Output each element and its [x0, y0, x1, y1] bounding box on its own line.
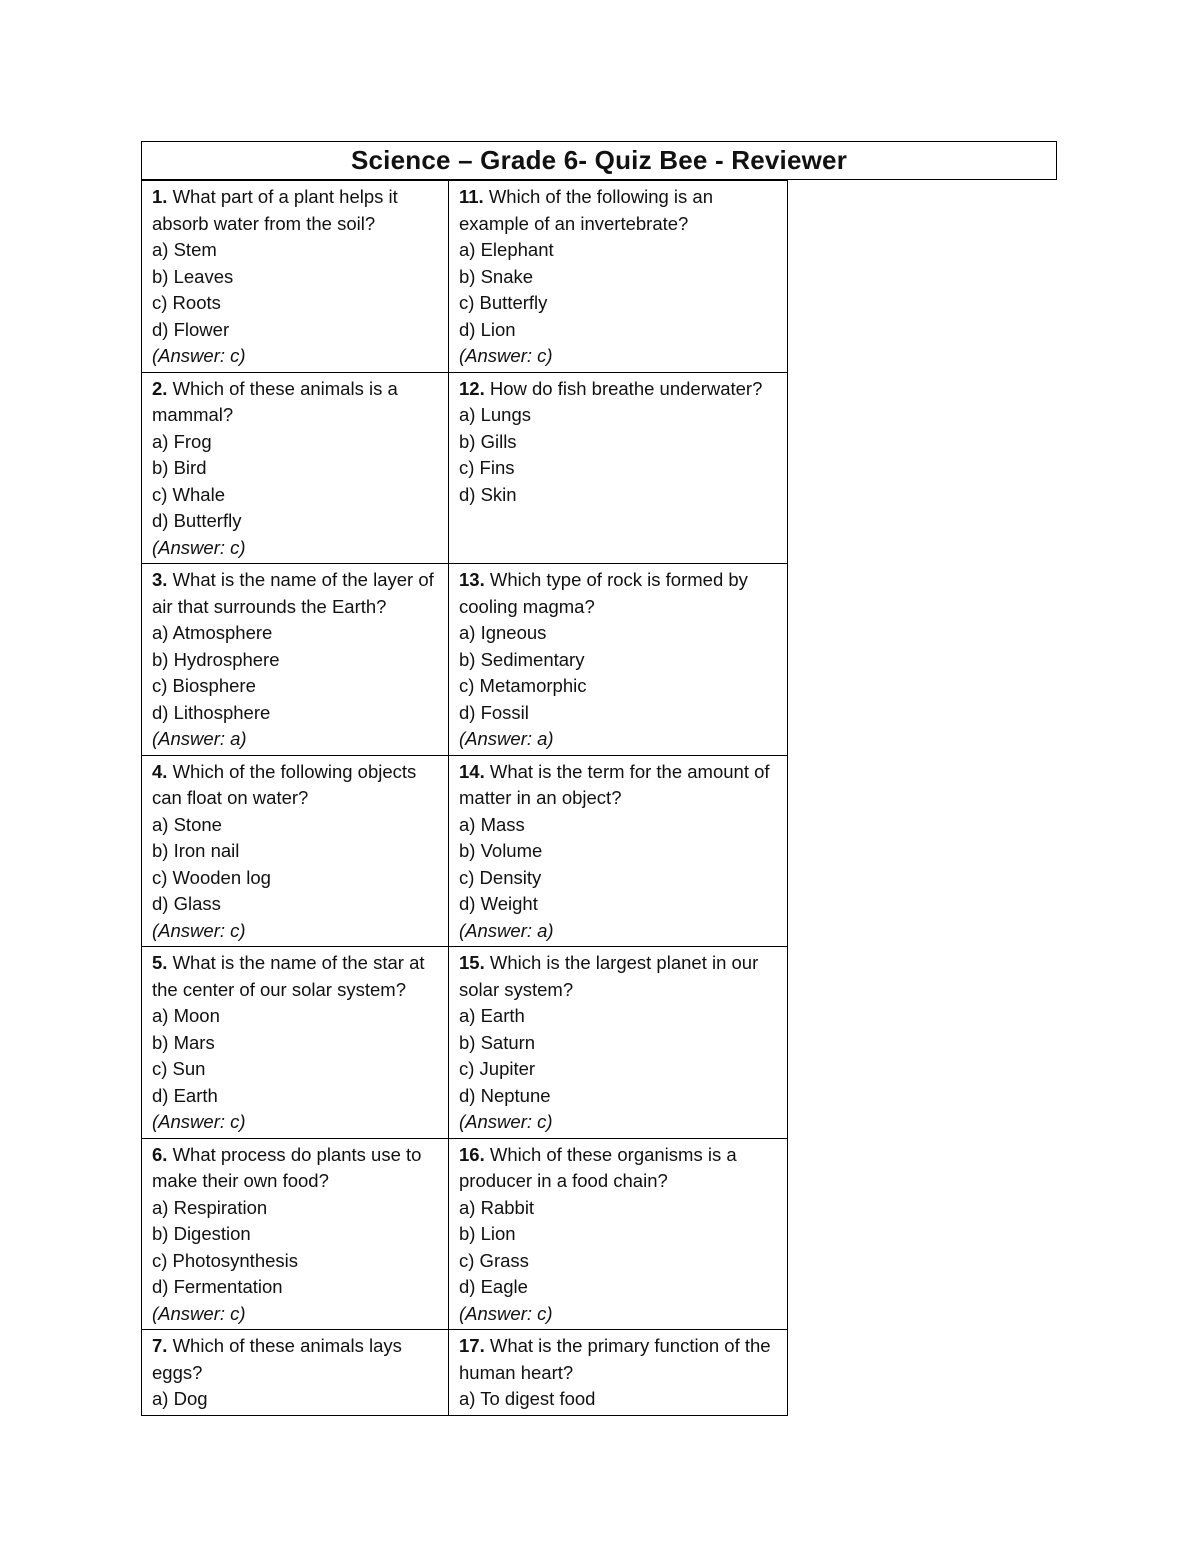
question-row — [142, 564, 788, 756]
answer-option: a) Dog — [152, 1388, 208, 1409]
question-text: Which of these animals lays eggs? — [152, 1335, 402, 1383]
answer-option: a) Igneous — [459, 622, 547, 643]
question-row — [142, 755, 788, 947]
question-number: 17. — [459, 1335, 485, 1356]
question-number: 12. — [459, 377, 485, 399]
answer-option: d) Fossil — [459, 701, 529, 723]
question-number: 15. — [459, 952, 485, 973]
question-text: Which of the following objects can float on water? — [152, 760, 417, 808]
answer-option: d) Flower — [152, 318, 230, 340]
answer-key: (Answer: c) — [459, 1111, 553, 1132]
document-title: Science – Grade 6- Quiz Bee - Reviewer — [350, 145, 848, 175]
answer-option: c) Density — [459, 866, 542, 888]
quiz-table-body — [142, 181, 788, 1416]
answer-option: d) Lithosphere — [152, 701, 271, 723]
question-cell — [142, 755, 449, 947]
answer-option: a) Frog — [152, 430, 212, 452]
question-text: What is the name of the star at the center of our solar system? — [152, 952, 425, 1000]
question-row — [142, 372, 788, 564]
answer-option: c) Biosphere — [152, 675, 256, 696]
question-stem — [459, 1142, 777, 1195]
answer-option: a) Elephant — [459, 239, 554, 260]
question-text: What process do plants use to make their own food? — [152, 1143, 422, 1191]
question-number: 14. — [459, 760, 485, 782]
question-cell — [142, 1330, 449, 1416]
question-cell — [142, 372, 449, 564]
question-row — [142, 1330, 788, 1416]
question-cell — [142, 181, 449, 373]
answer-option: d) Fermentation — [152, 1276, 283, 1297]
question-number: 1. — [152, 186, 168, 207]
question-stem — [459, 759, 777, 812]
answer-option: a) Respiration — [152, 1196, 268, 1218]
question-stem — [152, 376, 438, 429]
question-number: 13. — [459, 569, 485, 590]
answer-option: a) Stem — [152, 239, 217, 260]
question-row — [142, 1138, 788, 1330]
answer-option: d) Neptune — [459, 1084, 551, 1106]
question-stem — [459, 184, 777, 237]
question-text: Which of these organisms is a producer in a food chain? — [459, 1143, 737, 1191]
answer-option: c) Metamorphic — [459, 675, 587, 696]
answer-option: c) Photosynthesis — [152, 1249, 299, 1271]
answer-option: c) Grass — [459, 1249, 529, 1271]
question-stem — [459, 376, 777, 403]
answer-option: b) Leaves — [152, 265, 234, 287]
answer-option: d) Weight — [459, 893, 538, 914]
question-row — [142, 947, 788, 1139]
answer-key: (Answer: c) — [152, 1111, 246, 1132]
question-text: Which is the largest planet in our solar system? — [459, 952, 759, 1000]
answer-option: d) Glass — [152, 893, 221, 914]
question-text: Which of these animals is a mammal? — [152, 377, 398, 425]
answer-key: (Answer: a) — [459, 728, 554, 749]
question-cell — [449, 755, 788, 947]
answer-option: b) Hydrosphere — [152, 648, 280, 670]
question-cell — [449, 564, 788, 756]
answer-option: c) Fins — [459, 457, 515, 478]
answer-option: a) Moon — [152, 1005, 220, 1026]
answer-option: b) Sedimentary — [459, 648, 585, 670]
question-cell — [449, 947, 788, 1139]
question-cell — [449, 1138, 788, 1330]
answer-option: a) To digest food — [459, 1388, 596, 1409]
question-stem — [152, 1333, 438, 1386]
answer-key: (Answer: a) — [459, 919, 554, 941]
answer-key: (Answer: c) — [459, 345, 553, 366]
question-text: What is the primary function of the human heart? — [459, 1335, 771, 1383]
question-text: Which of the following is an example of an invertebrate? — [459, 186, 714, 234]
answer-key: (Answer: a) — [152, 728, 247, 749]
answer-key: (Answer: c) — [152, 536, 246, 558]
question-text: What is the name of the layer of air that surrounds the Earth? — [152, 569, 434, 617]
answer-option: b) Mars — [152, 1031, 215, 1053]
answer-option: b) Iron nail — [152, 840, 240, 861]
question-stem — [459, 950, 777, 1003]
answer-option: b) Digestion — [152, 1223, 251, 1244]
question-cell — [142, 1138, 449, 1330]
question-row — [142, 181, 788, 373]
answer-option: a) Earth — [459, 1005, 525, 1026]
question-stem — [459, 1333, 777, 1386]
question-number: 2. — [152, 377, 168, 399]
answer-option: d) Butterfly — [152, 510, 242, 531]
answer-option: b) Volume — [459, 840, 543, 861]
answer-option: b) Saturn — [459, 1031, 536, 1053]
question-stem — [152, 759, 438, 812]
question-text: Which type of rock is formed by cooling magma? — [459, 569, 748, 617]
answer-option: d) Eagle — [459, 1276, 528, 1297]
answer-option: d) Lion — [459, 318, 516, 340]
answer-key: (Answer: c) — [459, 1302, 553, 1324]
answer-option: c) Jupiter — [459, 1058, 536, 1079]
answer-option: d) Skin — [459, 483, 517, 505]
answer-option: a) Atmosphere — [152, 622, 273, 643]
answer-option: b) Bird — [152, 457, 207, 478]
answer-key: (Answer: c) — [152, 919, 246, 941]
answer-option: a) Rabbit — [459, 1196, 535, 1218]
question-stem — [152, 1142, 438, 1195]
question-cell — [449, 1330, 788, 1416]
question-text: How do fish breathe underwater? — [489, 377, 763, 399]
answer-option: a) Lungs — [459, 404, 531, 425]
question-text: What is the term for the amount of matter in an object? — [459, 760, 770, 808]
question-number: 11. — [459, 186, 484, 207]
answer-key: (Answer: c) — [152, 345, 246, 366]
question-cell — [142, 564, 449, 756]
question-cell — [449, 372, 788, 564]
answer-option: a) Stone — [152, 813, 222, 835]
question-text: What part of a plant helps it absorb water from the soil? — [152, 186, 398, 234]
answer-option: c) Whale — [152, 483, 225, 505]
answer-key: (Answer: c) — [152, 1302, 246, 1324]
question-number: 16. — [459, 1143, 485, 1165]
answer-option: c) Roots — [152, 292, 221, 313]
question-cell — [142, 947, 449, 1139]
answer-option: a) Mass — [459, 813, 525, 835]
title-box — [141, 141, 1057, 180]
answer-option: c) Butterfly — [459, 292, 548, 313]
question-number: 5. — [152, 952, 168, 973]
question-cell — [449, 181, 788, 373]
answer-option: c) Sun — [152, 1058, 206, 1079]
question-stem — [459, 567, 777, 620]
question-stem — [152, 567, 438, 620]
question-stem — [152, 184, 438, 237]
question-number: 4. — [152, 760, 168, 782]
quiz-table — [141, 180, 788, 1416]
answer-option: b) Snake — [459, 265, 534, 287]
question-number: 7. — [152, 1335, 168, 1356]
answer-option: b) Gills — [459, 430, 517, 452]
question-stem — [152, 950, 438, 1003]
question-number: 3. — [152, 569, 168, 590]
answer-option: b) Lion — [459, 1223, 516, 1244]
question-number: 6. — [152, 1143, 168, 1165]
answer-option: d) Earth — [152, 1084, 218, 1106]
answer-option: c) Wooden log — [152, 866, 271, 888]
